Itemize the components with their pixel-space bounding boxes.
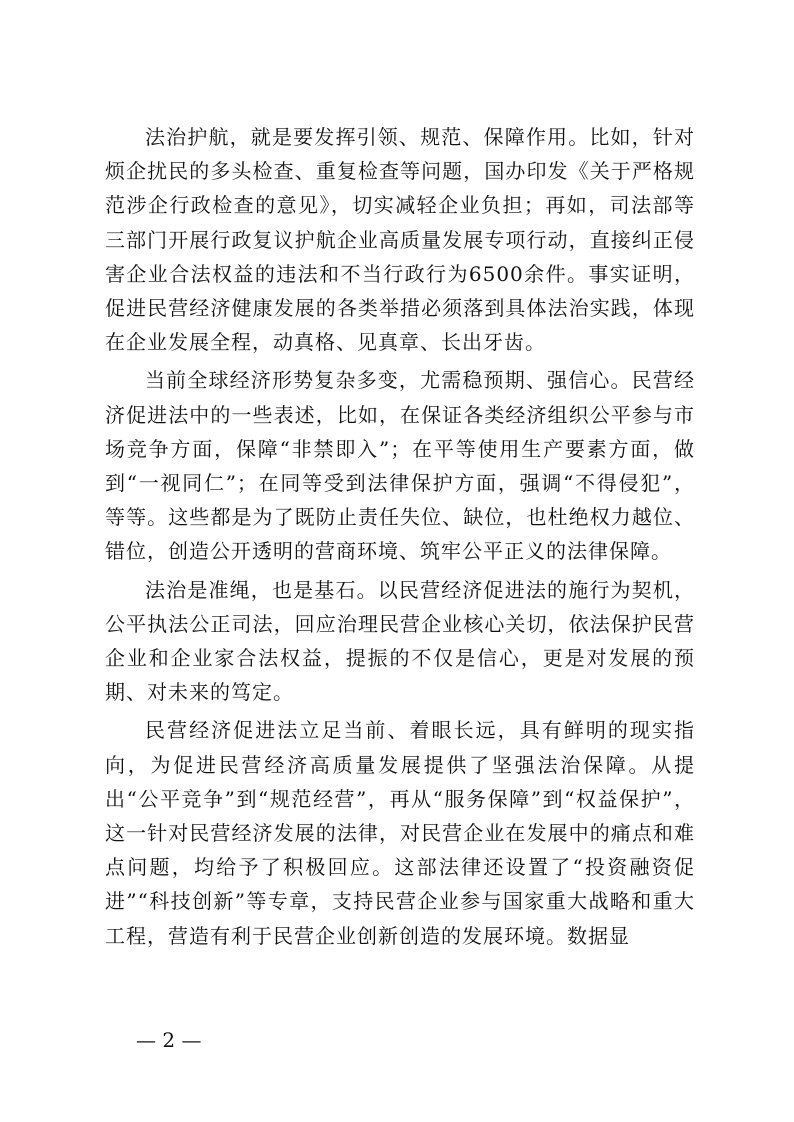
body-text bbox=[105, 120, 695, 957]
paragraph-rule-of-law-escort: 法治护航，就是要发挥引领、规范、保障作用。比如，针对烦企扰民的多头检查、重复检查等问题，国办印发《关于严格规范涉企行政检查的意见》，切实减轻企业负担；再如，司法部等三部门开展行政复议护航企业高质量发展专项行动，直接纠正侵害企业合法权益的违法和不当行政行为6500余件。事实证明，促进民营经济健康发展的各类举措必须落到具体法治实践，体现在企业发展全程，动真格、见真章、长出牙齿。 bbox=[105, 125, 695, 355]
page-number: — 2 — bbox=[136, 1028, 202, 1052]
paragraph-promotion-law-overview: 民营经济促进法立足当前、着眼长远，具有鲜明的现实指向，为促进民营经济高质量发展提供了坚强法治保障。从提出“公平竞争”到“规范经营”，再从“服务保障”到“权益保护”，这一针对民营经济发展的法律，对民营企业在发展中的痛点和难点问题，均给予了积极回应。这部法律还设置了“投资融资促进”“科技创新”等专章，支持民营企业参与国家重大战略和重大工程，营造有利于民营企业创新创造的发展环境。数据显 bbox=[105, 718, 695, 948]
paragraph-stabilize-expectations: 当前全球经济形势复杂多变，尤需稳预期、强信心。民营经济促进法中的一些表述，比如，在保证各类经济组织公平参与市场竞争方面，保障“非禁即入”；在平等使用生产要素方面，做到“一视同仁”；在同等受到法律保护方面，强调“不得侵犯”，等等。这些都是为了既防止责任失位、缺位，也杜绝权力越位、错位，创造公开透明的营商环境、筑牢公平正义的法律保障。 bbox=[105, 368, 695, 564]
paragraph-rule-of-law-foundation: 法治是准绳，也是基石。以民营经济促进法的施行为契机，公平执法公正司法，回应治理民营企业核心关切，依法保护民营企业和企业家合法权益，提振的不仅是信心，更是对发展的预期、对未来的笃定。 bbox=[105, 577, 695, 705]
